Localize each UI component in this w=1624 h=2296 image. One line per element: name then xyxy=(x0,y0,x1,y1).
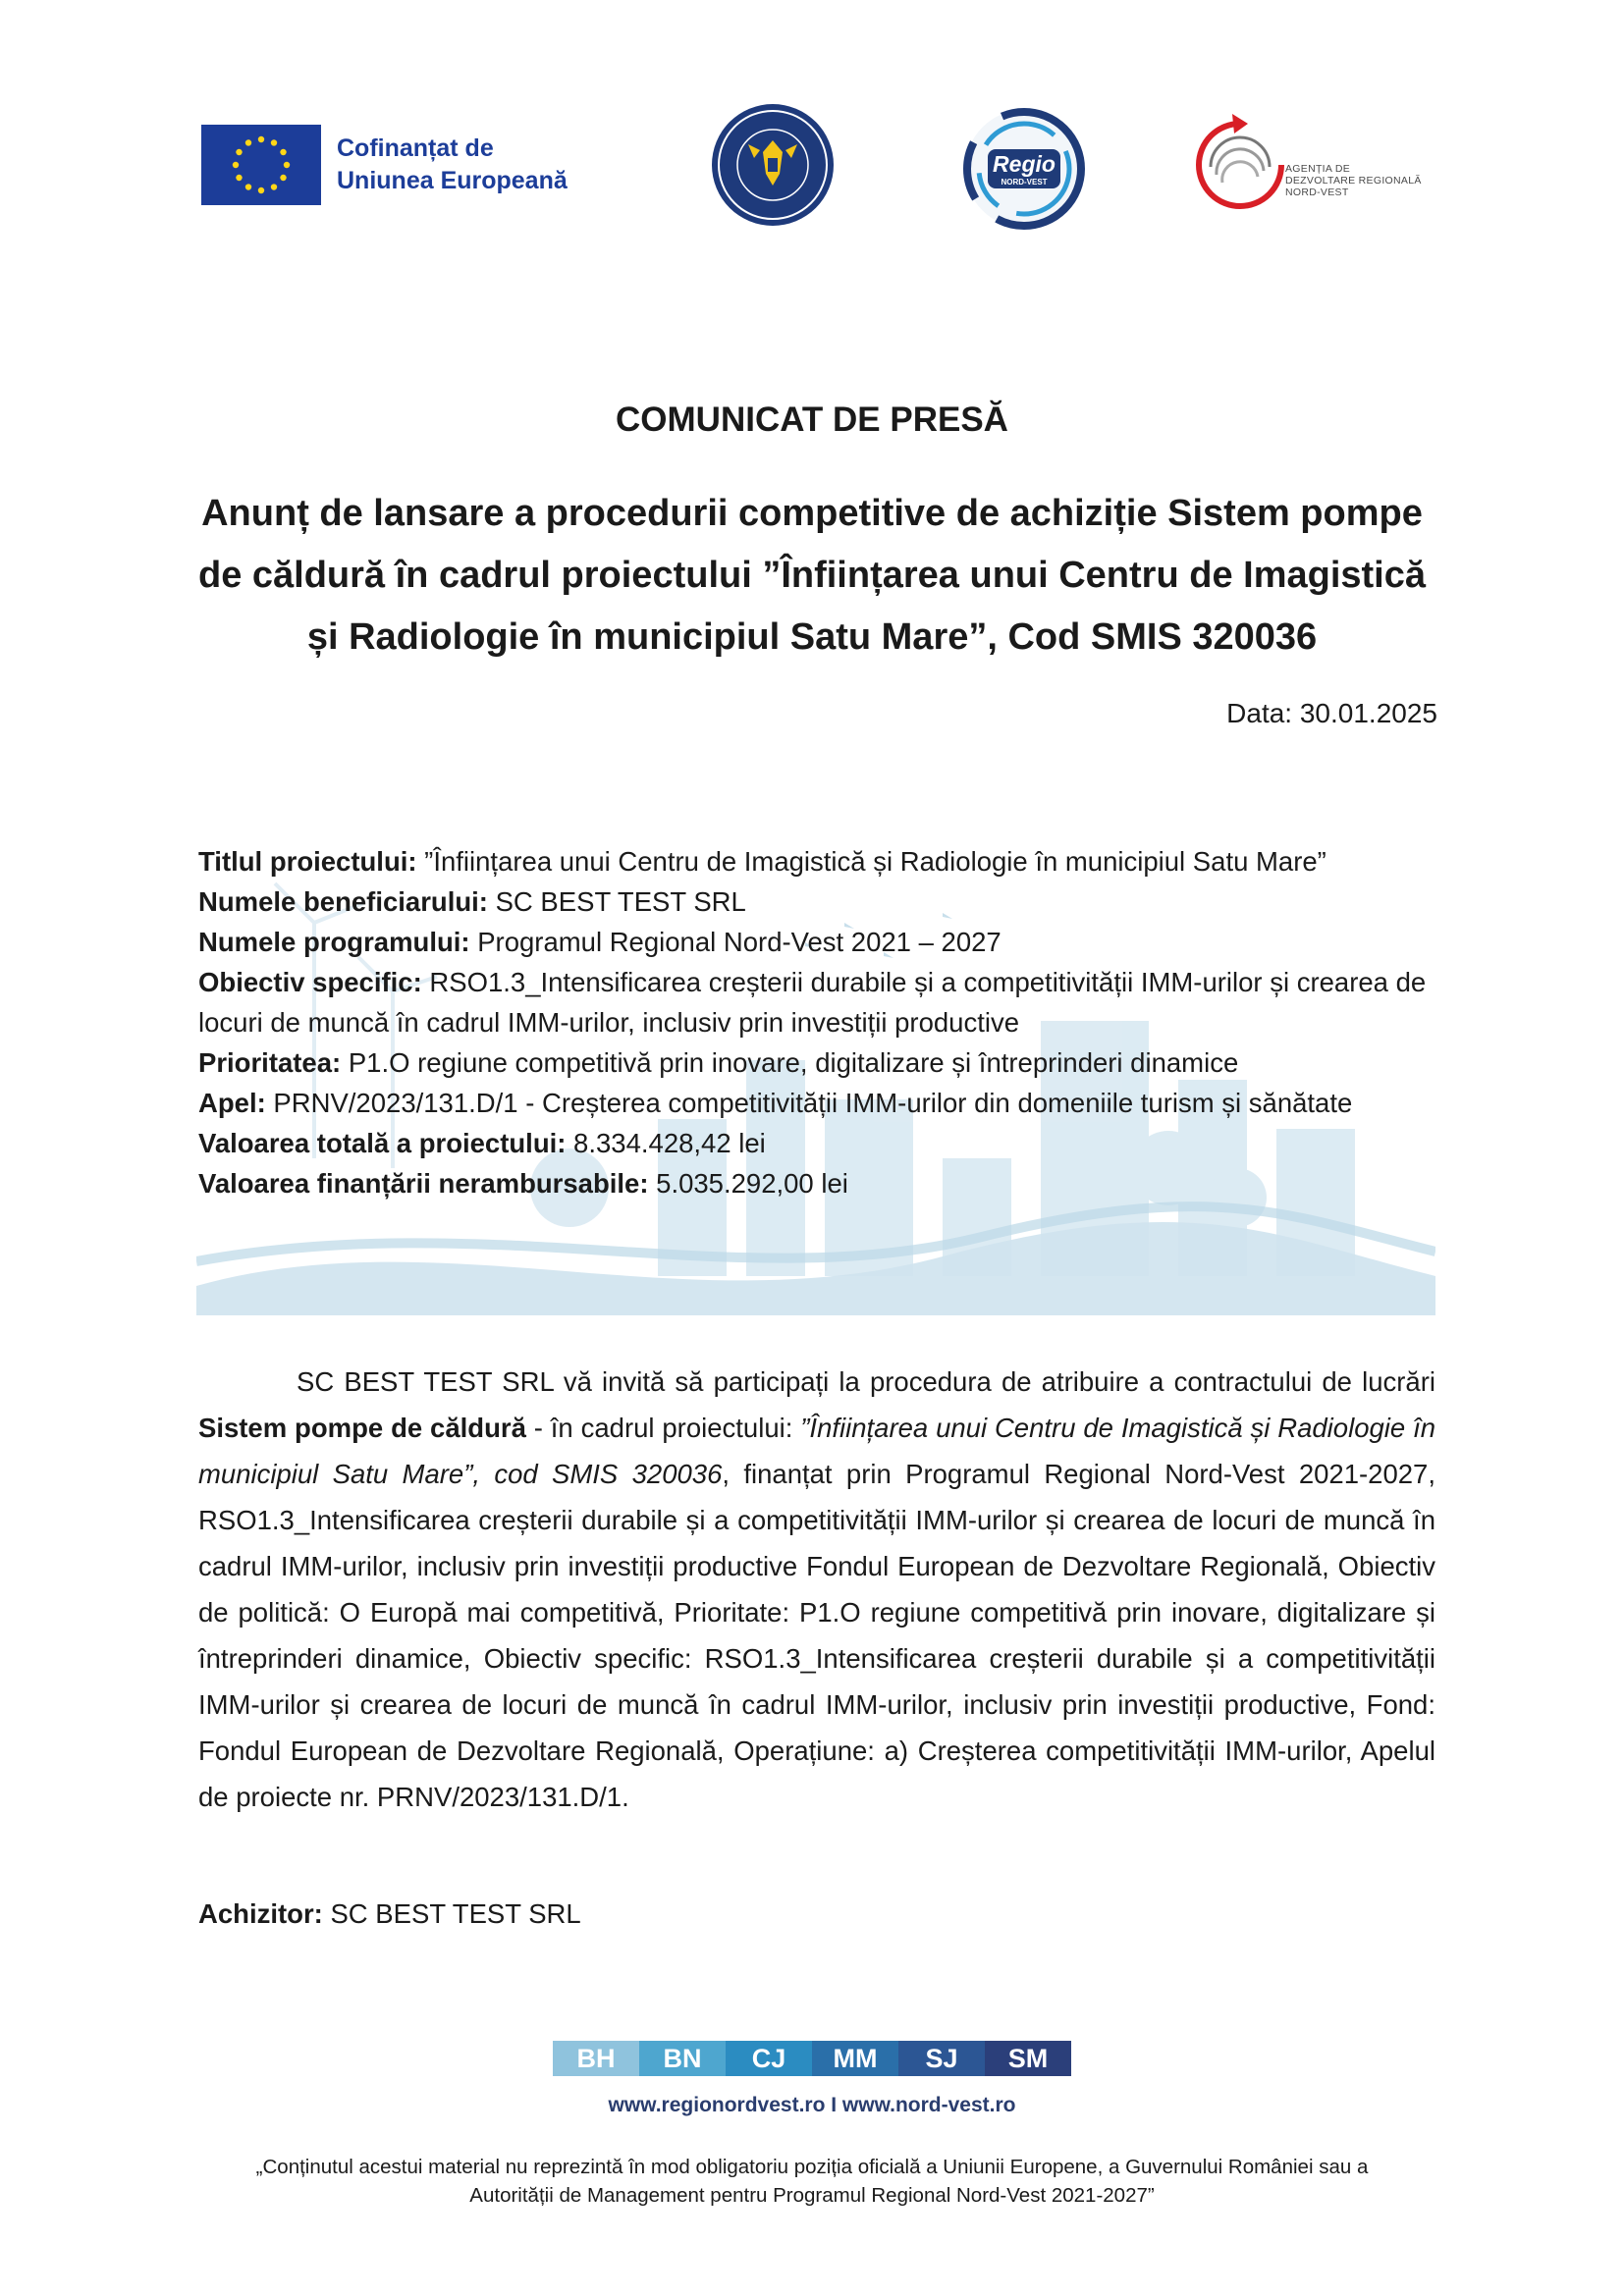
eu-star-icon xyxy=(280,149,286,155)
county-code-bh: BH xyxy=(553,2041,639,2076)
county-code-bn: BN xyxy=(639,2041,726,2076)
regio-logo-text: Regio xyxy=(993,151,1056,177)
total-value-label: Valoarea totală a proiectului: xyxy=(198,1128,567,1158)
buyer-value: SC BEST TEST SRL xyxy=(322,1898,581,1929)
eu-star-icon xyxy=(280,175,286,181)
eu-flag-icon xyxy=(201,125,321,205)
objective-value: RSO1.3_Intensificarea creșterii durabile și a competitivității IMM-urilor și crearea de locuri de muncă în cadrul IMM-urilor, inclusiv prin investiții productive xyxy=(198,967,1427,1038)
footer-websites: www.regionordvest.ro I www.nord-vest.ro xyxy=(608,2094,1016,2116)
objective-label: Obiectiv specific: xyxy=(198,967,422,997)
program-label: Numele programului: xyxy=(198,927,470,957)
priority-value: P1.O regiune competitivă prin inovare, digitalizare și întreprinderi dinamice xyxy=(341,1047,1239,1078)
call-label: Apel: xyxy=(198,1088,266,1118)
adr-logo-text xyxy=(1285,163,1422,198)
eu-star-icon xyxy=(284,162,290,168)
eu-text-line2: Uniunea Europeană xyxy=(337,167,568,194)
contract-name: Sistem pompe de căldură xyxy=(198,1413,526,1443)
county-code-mm: MM xyxy=(812,2041,898,2076)
buyer-row xyxy=(198,1898,581,1930)
county-code-sj: SJ xyxy=(898,2041,985,2076)
eu-star-icon xyxy=(233,162,239,168)
regio-logo-subtext: NORD-VEST xyxy=(1001,178,1048,187)
total-value-row xyxy=(198,1123,1435,1163)
adr-swirl-icon xyxy=(1191,106,1289,228)
romanian-government-seal-icon xyxy=(709,101,837,229)
press-release-heading: COMUNICAT DE PRESĂ xyxy=(616,400,1008,439)
beneficiary-row xyxy=(198,881,1435,922)
grant-value-amount: 5.035.292,00 lei xyxy=(648,1168,848,1199)
beneficiary-value: SC BEST TEST SRL xyxy=(487,886,746,917)
footer-disclaimer: „Conținutul acestui material nu reprezintă în mod obligatoriu poziția oficială a Uniunii Europene, a Guvernului României sau a Autorității de Management pentru Programul Regional Nord-Vest 2021-2027” xyxy=(255,2156,1369,2207)
eu-text-line1: Cofinanțat de xyxy=(337,134,494,162)
eu-star-icon xyxy=(245,139,251,145)
priority-label: Prioritatea: xyxy=(198,1047,342,1078)
objective-row xyxy=(198,962,1435,1042)
announcement-title: Anunț de lansare a procedurii competitive de achiziție Sistem pompe de căldură în cadrul proiectului ”Înființarea unui Centru de Imagistică și Radiologie în municipiul Satu Mare”, Cod SMIS 320036 xyxy=(197,493,1426,658)
paragraph-part1: SC BEST TEST SRL vă invită să participați la procedura de atribuire a contractului de lucrări xyxy=(297,1366,1435,1397)
total-value-amount: 8.334.428,42 lei xyxy=(566,1128,766,1158)
eu-logo-text xyxy=(337,133,568,197)
adr-line2: DEZVOLTARE REGIONALĂ xyxy=(1285,175,1422,187)
project-title-row xyxy=(198,841,1435,881)
project-title-value: ”Înființarea unui Centru de Imagistică și Radiologie în municipiul Satu Mare” xyxy=(416,846,1326,877)
paragraph-part2: - în cadrul proiectului: xyxy=(525,1413,801,1443)
project-title-label: Titlul proiectului: xyxy=(198,846,417,877)
release-date: Data: 30.01.2025 xyxy=(1226,698,1437,728)
eu-star-icon xyxy=(245,184,251,189)
project-name-italic: ”Înființarea unui Centru de Imagistică și Radiologie în municipiul Satu Mare”, cod SMIS 320036 xyxy=(198,1413,1436,1489)
eu-star-icon xyxy=(258,136,264,142)
project-info-list xyxy=(198,841,1435,1203)
call-row xyxy=(198,1083,1435,1123)
call-value: PRNV/2023/131.D/1 - Creșterea competitivității IMM-urilor din domeniile turism și sănătate xyxy=(265,1088,1353,1118)
regio-nord-vest-logo xyxy=(956,106,1092,232)
eu-star-icon xyxy=(271,184,277,189)
adr-line3: NORD-VEST xyxy=(1285,187,1349,198)
eu-cofunding-logo xyxy=(201,124,604,206)
paragraph-part3: , finanțat prin Programul Regional Nord-Vest 2021-2027, RSO1.3_Intensificarea creșterii durabile și a competitivității IMM-urilor și crearea de locuri de muncă în cadrul IMM-urilor, inclusiv prin investiții productive Fondul European de Dezvoltare Regională, Obiectiv de politică: O Europă mai competitivă, Prioritate: P1.O regiune competitivă prin inovare, digitalizare și întreprinderi dinamice, Obiectiv specific: RSO1.3_Intensificarea creșterii durabile și a competitivității IMM-urilor și crearea de locuri de muncă în cadrul IMM-urilor, inclusiv prin investiții productive, Fond: Fondul European de Dezvoltare Regională, Operațiune: a) Creșterea competitivității IMM-urilor, Apelul de proiecte nr. PRNV/2023/131.D/1. xyxy=(198,1459,1435,1812)
invitation-paragraph xyxy=(198,1359,1435,1820)
program-row xyxy=(198,922,1435,962)
grant-value-row xyxy=(198,1163,1435,1203)
program-value: Programul Regional Nord-Vest 2021 – 2027 xyxy=(469,927,1001,957)
priority-row xyxy=(198,1042,1435,1083)
county-codes-bar xyxy=(553,2041,1071,2076)
county-code-cj: CJ xyxy=(726,2041,812,2076)
eu-star-icon xyxy=(258,187,264,193)
buyer-label: Achizitor: xyxy=(198,1898,323,1929)
eu-star-icon xyxy=(236,175,242,181)
eu-star-icon xyxy=(271,139,277,145)
grant-value-label: Valoarea finanțării nerambursabile: xyxy=(198,1168,649,1199)
adr-nord-vest-logo xyxy=(1191,106,1446,228)
beneficiary-label: Numele beneficiarului: xyxy=(198,886,488,917)
county-code-sm: SM xyxy=(985,2041,1071,2076)
adr-line1: AGENȚIA DE xyxy=(1285,163,1351,175)
eu-star-icon xyxy=(236,149,242,155)
